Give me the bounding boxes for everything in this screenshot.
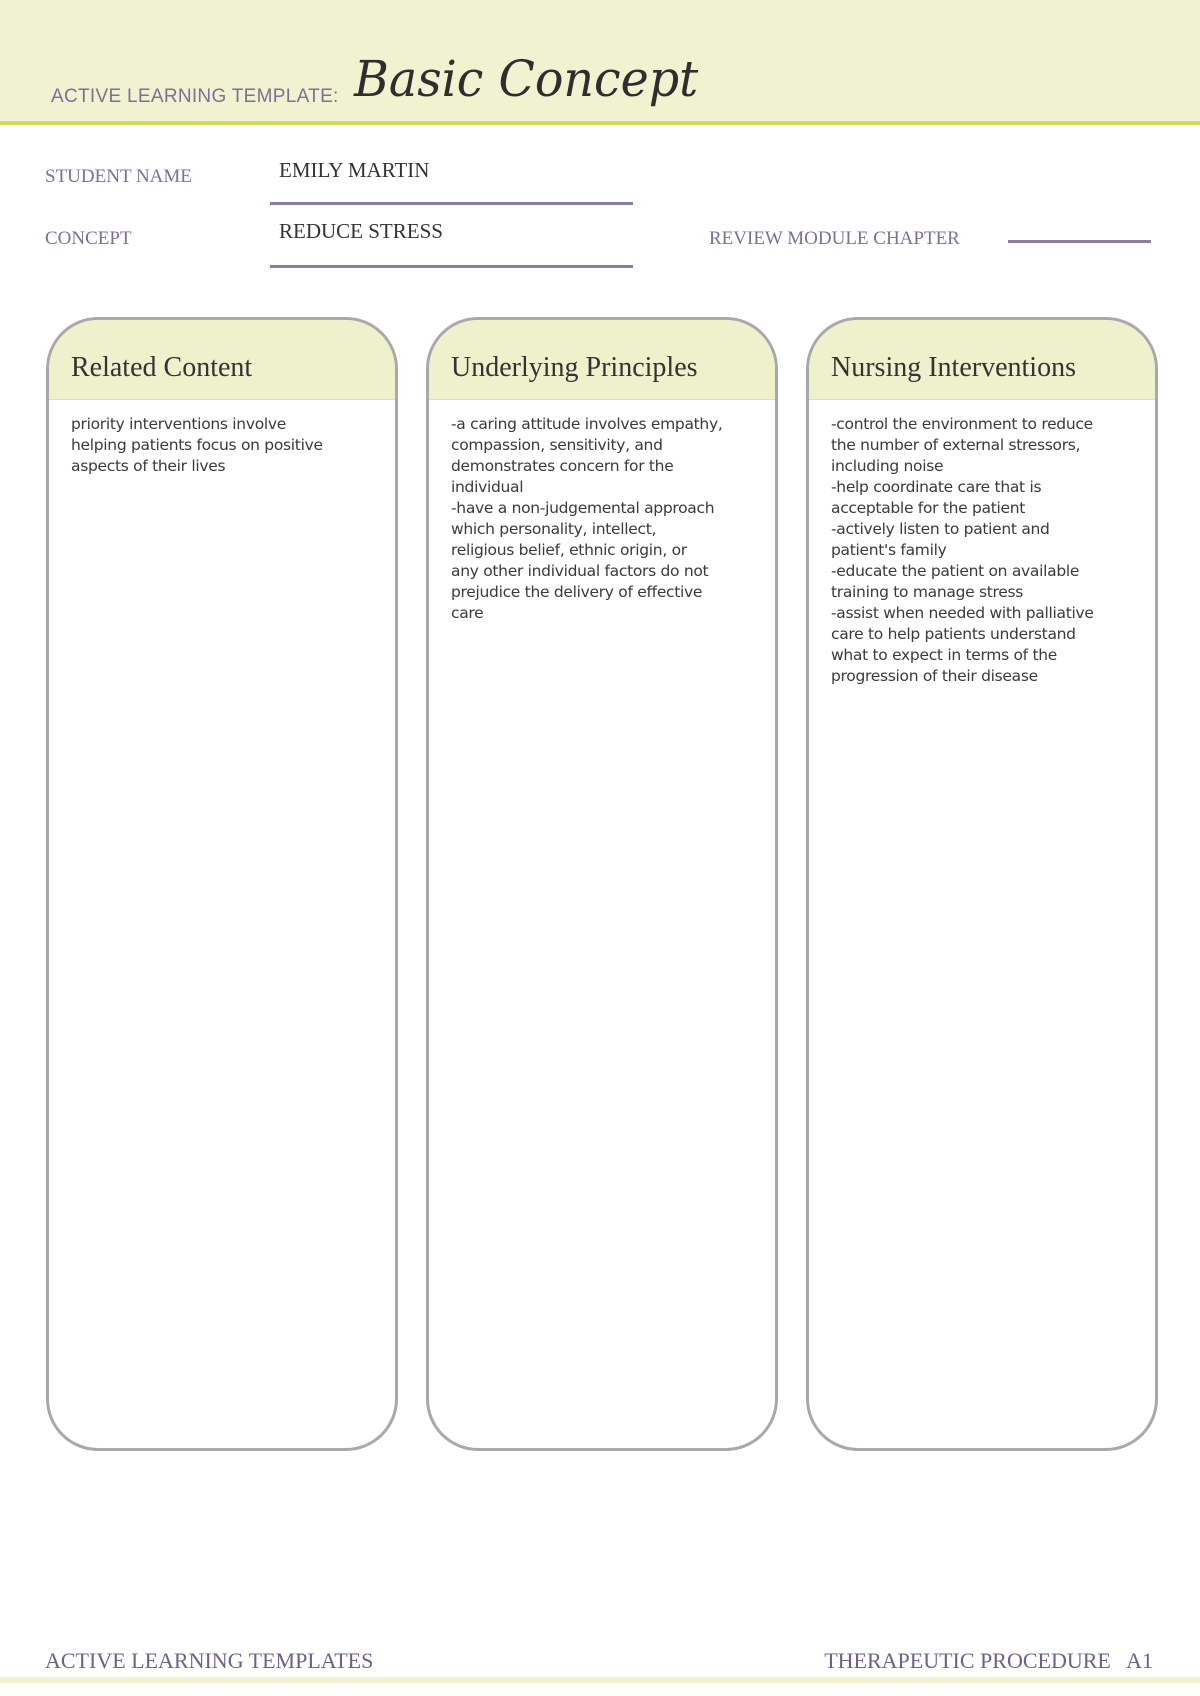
box-content[interactable]	[451, 414, 763, 624]
review-module-underline	[1008, 240, 1151, 243]
content-line: prejudice the delivery of effective	[451, 583, 703, 601]
content-line: -actively listen to patient and	[831, 520, 1050, 538]
header-divider	[0, 121, 1200, 125]
footer-band	[0, 1677, 1200, 1683]
content-line: helping patients focus on positive	[71, 436, 323, 454]
box-title: Nursing Interventions	[831, 352, 1076, 383]
review-module-label: REVIEW MODULE CHAPTER	[709, 228, 960, 249]
student-name-field[interactable]: EMILY MARTIN	[279, 158, 430, 182]
content-line: religious belief, ethnic origin, or	[451, 541, 687, 559]
content-line: the number of external stressors,	[831, 436, 1081, 454]
content-line: -have a non-judgemental approach	[451, 499, 715, 517]
content-line: -assist when needed with palliative	[831, 604, 1094, 622]
content-line: individual	[451, 478, 524, 496]
box-title: Related Content	[71, 352, 253, 383]
content-line: care	[451, 604, 484, 622]
student-name-label: STUDENT NAME	[45, 166, 192, 187]
content-line: -help coordinate care that is	[831, 478, 1042, 496]
content-line: what to expect in terms of the	[831, 646, 1058, 664]
content-line: acceptable for the patient	[831, 499, 1026, 517]
footer-right: THERAPEUTIC PROCEDURE A1	[824, 1648, 1153, 1673]
content-line: priority interventions involve	[71, 415, 287, 433]
footer-left: ACTIVE LEARNING TEMPLATES	[45, 1648, 374, 1673]
nursing-interventions-box	[806, 317, 1158, 1451]
content-line: compassion, sensitivity, and	[451, 436, 663, 454]
content-line: care to help patients understand	[831, 625, 1076, 643]
student-name-underline	[270, 202, 633, 205]
page-title: Basic Concept	[354, 50, 699, 108]
content-line: which personality, intellect,	[451, 520, 657, 538]
content-line: including noise	[831, 457, 944, 475]
concept-field[interactable]: REDUCE STRESS	[279, 219, 443, 243]
related-content-box	[46, 317, 398, 1451]
content-line: demonstrates concern for the	[451, 457, 674, 475]
content-line: progression of their disease	[831, 667, 1038, 685]
underlying-principles-box	[426, 317, 778, 1451]
content-line: -a caring attitude involves empathy,	[451, 415, 723, 433]
content-line: -control the environment to reduce	[831, 415, 1093, 433]
content-line: aspects of their lives	[71, 457, 226, 475]
concept-underline	[270, 265, 633, 268]
box-content[interactable]	[831, 414, 1143, 687]
content-line: -educate the patient on available	[831, 562, 1080, 580]
content-line: patient's family	[831, 541, 947, 559]
box-content[interactable]	[71, 414, 383, 477]
content-line: any other individual factors do not	[451, 562, 709, 580]
concept-label: CONCEPT	[45, 228, 132, 249]
template-label: ACTIVE LEARNING TEMPLATE:	[51, 86, 339, 107]
content-line: training to manage stress	[831, 583, 1024, 601]
box-title: Underlying Principles	[451, 352, 698, 383]
